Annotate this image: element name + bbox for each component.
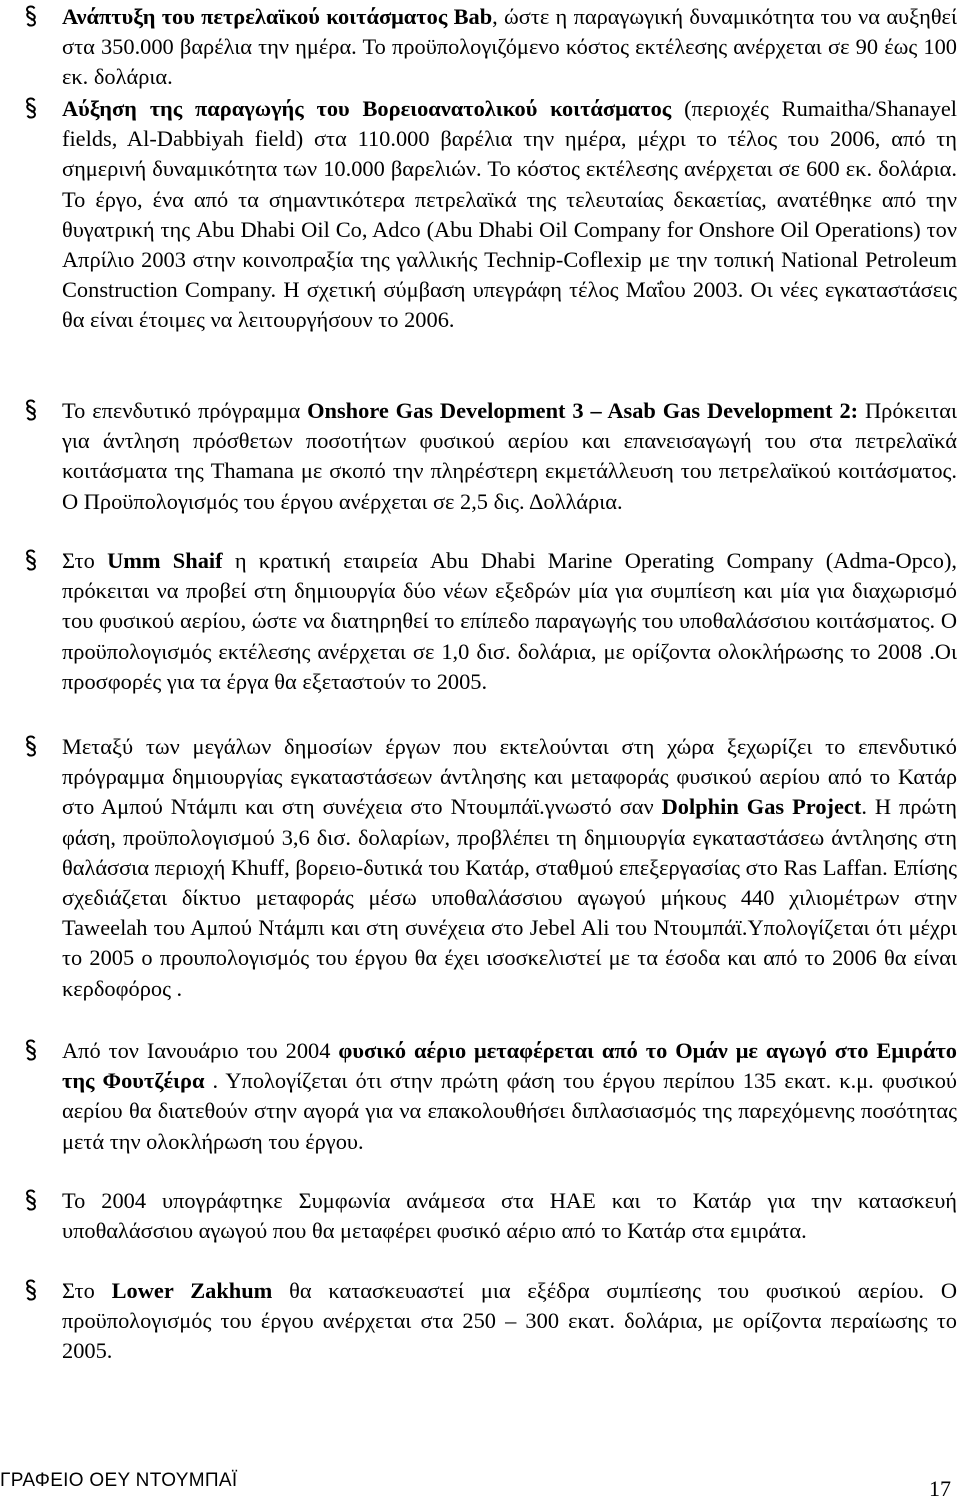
section-bullet-icon [22, 1038, 40, 1062]
list-item [22, 1186, 957, 1246]
section-bullet-icon [22, 1278, 40, 1302]
paragraph-oman-fujairah: Από τον Ιανουάριο του 2004 φυσικό αέριο μεταφέρεται από το Ομάν με αγωγό στο Εμιράτο της Φουτζέιρα . Υπολογίζεται ότι στην πρώτη φάση του έργου περίπου 135 εκατ. κ.μ. φυσικού αερίου θα διατεθούν στην αγορά για να επακολουθήσει διπλασιασμός της παρεχόμενης ποσότητας μετά την ολοκλήρωση του έργου. [62, 1038, 957, 1154]
list-item [22, 1036, 957, 1157]
paragraph-umm-shaif: Στο Umm Shaif η κρατική εταιρεία Abu Dhabi Marine Operating Company (Adma-Opco), πρόκειται να προβεί στη δημιουργία δύο νέων εξεδρών μία για συμπίεση και μία για διαχωρισμό του φυσικού αερίου, ώστε να διατηρηθεί το επίπεδο παραγωγής του υποθαλάσσιου κοιτάσματος. Ο προϋπολογισμός εκτέλεσης ανέρχεται σε 1,0 δισ. δολάρια, με ορίζοντα ολοκλήρωσης το 2008 .Οι προσφορές για τα έργα θα εξεταστούν το 2005. [62, 548, 957, 694]
paragraph-lower-zakhum: Στο Lower Zakhum θα κατασκευαστεί μια εξέδρα συμπίεσης του φυσικού αερίου. Ο προϋπολογισμός του έργου ανέρχεται στα 250 – 300 εκατ. δολάρια, με ορίζοντα περαίωσης το 2005. [62, 1278, 957, 1364]
list-item [22, 2, 957, 93]
paragraph-dolphin-gas: Μεταξύ των μεγάλων δημοσίων έργων που εκτελούνται στη χώρα ξεχωρίζει το επενδυτικό πρόγραμμα δημιουργίας εγκαταστάσεων άντλησης και μεταφοράς φυσικού αερίου από το Κατάρ στο Αμπού Ντάμπι και στη συνέχεια στο Ντουμπάϊ.γνωστό σαν Dolphin Gas Project. Η πρώτη φάση, προϋπολογισμού 3,6 δισ. δολαρίων, προβλέπει τη δημιουργία εγκαταστάσεω άντλησης στη θαλάσσια περιοχή Khuff, βορειο-δυτικά του Κατάρ, σταθμού επεξεργασίας στο Ras Laffan. Επίσης σχεδιάζεται δίκτυο μεταφοράς μέσω υποθαλάσσιου αγωγού μήκους 440 χιλιομέτρων στην Taweelah του Αμπού Ντάμπι και στη συνέχεια στο Jebel Ali του Ντουμπάϊ.Υπολογίζεται ότι μέχρι το 2005 ο προυπολογισμός του έργου θα έχει ισοσκελιστεί με τα έσοδα και από το 2006 θα είναι κερδοφόρος . [62, 734, 957, 1001]
list-item [22, 1276, 957, 1367]
paragraph-bab-field: Ανάπτυξη του πετρελαϊκού κοιτάσματος Bab, ώστε η παραγωγική δυναμικότητα του να αυξηθεί στα 350.000 βαρέλια την ημέρα. Το προϋπολογιζόμενο κόστος εκτέλεσης ανέρχεται σε 90 έως 100 εκ. δολάρια. [62, 4, 957, 90]
paragraph-qatar-agreement: Το 2004 υπογράφτηκε Συμφωνία ανάμεσα στα ΗΑΕ και το Κατάρ για την κατασκευή υποθαλάσσιου αγωγού που θα μεταφέρει φυσικό αέριο από το Κατάρ στα εμιράτα. [62, 1188, 957, 1244]
footer-office-name: ΓΡΑΦΕΙΟ ΟΕΥ ΝΤΟΥΜΠΑΪ [0, 1470, 238, 1491]
section-bullet-icon [22, 96, 40, 120]
section-bullet-icon [22, 398, 40, 422]
page-number: 17 [929, 1476, 951, 1501]
list-item [22, 732, 957, 1004]
section-bullet-icon [22, 4, 40, 28]
list-item [22, 396, 957, 517]
section-bullet-icon [22, 1188, 40, 1212]
paragraph-northeast-field: Αύξηση της παραγωγής του Βορειοανατολικού κοιτάσματος (περιοχές Rumaitha/Shanayel fields, Al-Dabbiyah field) στα 110.000 βαρέλια την ημέρα, μέχρι το τέλος του 2006, από τη σημερινή δυναμικότητα των 10.000 βαρελιών. Το κόστος εκτέλεσης ανέρχεται σε 600 εκ. δολάρια. Το έργο, ένα από τα σημαντικότερα πετρελαϊκά της τελευταίας δεκαετίας, ανατέθηκε από την θυγατρική της Abu Dhabi Oil Co, Adco (Abu Dhabi Oil Company for Onshore Oil Operations) τον Απρίλιο 2003 στην κοινοπραξία της γαλλικής Technip-Coflexip με την τοπική National Petroleum Construction Company. Η σχετική σύμβαση υπεγράφη τέλος Μαΐου 2003. Οι νέες εγκαταστάσεις θα είναι έτοιμες να λειτουργήσουν το 2006. [62, 96, 957, 333]
paragraph-onshore-gas: Το επενδυτικό πρόγραμμα Onshore Gas Development 3 – Asab Gas Development 2: Πρόκειται για άντληση πρόσθετων ποσοτήτων φυσικού αερίου και επανεισαγωγή του στα πετρελαϊκά κοιτάσματα της Thamana με σκοπό την πληρέστερη εκμετάλλευση του πετρελαϊκού κοιτάσματος. Ο Προϋπολογισμός του έργου ανέρχεται σε 2,5 δις. Δολλάρια. [62, 398, 957, 514]
section-bullet-icon [22, 548, 40, 572]
list-item [22, 546, 957, 697]
section-bullet-icon [22, 734, 40, 758]
list-item [22, 94, 957, 336]
